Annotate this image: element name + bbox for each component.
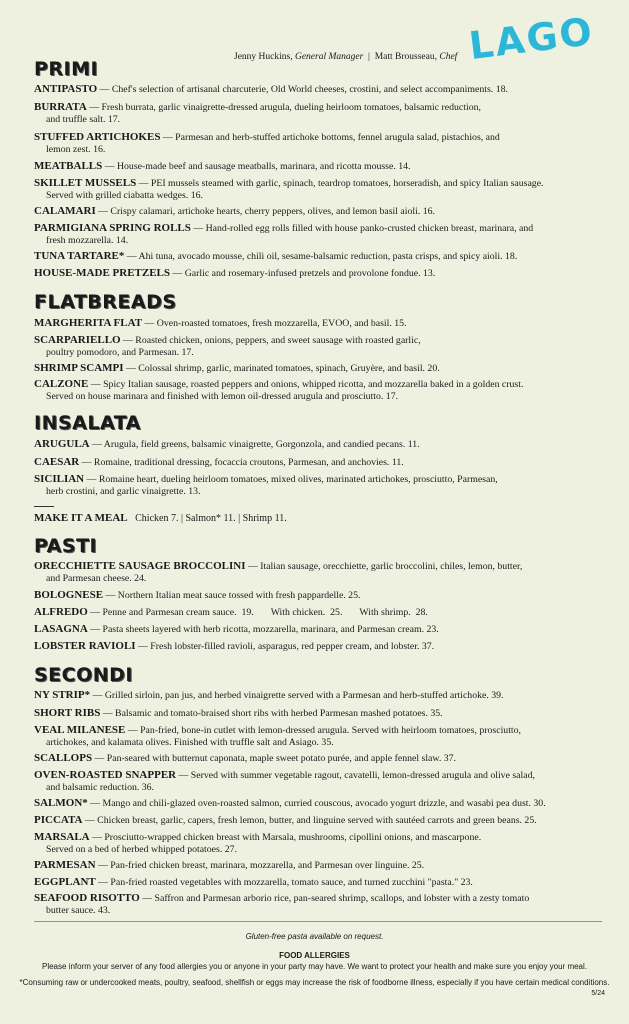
item-name: TUNA TARTARE*: [34, 250, 125, 262]
item-description-continued: Served on house marinara and finished with lemon oil-dressed arugula and prosciutto. 17.: [46, 390, 399, 402]
section-heading-primi: PRIMI: [34, 58, 99, 80]
menu-item: [34, 474, 590, 497]
staff-name-2: Matt Brousseau,: [374, 52, 437, 62]
menu-item: [34, 379, 590, 402]
item-name: MEATBALLS: [34, 160, 103, 172]
item-description: — Fresh lobster-filled ravioli, asparagus, red pepper cream, and lobster. 37.: [135, 641, 435, 652]
section-heading-secondi: SECONDI: [34, 664, 134, 686]
item-description: — Spicy Italian sausage, roasted peppers and onions, whipped ricotta, and mozzarella baked in a golden crust.: [88, 379, 524, 390]
item-name: PICCATA: [34, 814, 83, 826]
restaurant-logo: LAGO: [466, 9, 597, 69]
item-name: STUFFED ARTICHOKES: [34, 131, 161, 143]
menu-item: [34, 132, 590, 155]
item-name: HOUSE-MADE PRETZELS: [34, 267, 170, 279]
meal-title: MAKE IT A MEAL: [34, 512, 128, 524]
item-name: ANTIPASTO: [34, 83, 98, 95]
item-description: — PEI mussels steamed with garlic, spinach, teardrop tomatoes, horseradish, and spicy Italian sausage.: [136, 178, 544, 189]
menu-item: [34, 268, 590, 280]
item-name: PARMIGIANA SPRING ROLLS: [34, 222, 191, 234]
item-name: SICILIAN: [34, 473, 85, 485]
menu-item: [34, 206, 590, 218]
item-name: SALMON*: [34, 797, 88, 809]
section-heading-pasti: PASTI: [34, 535, 98, 557]
menu-item: [34, 223, 590, 246]
menu-item: [34, 641, 590, 653]
item-name: CAESAR: [34, 456, 80, 468]
item-name: ORECCHIETTE SAUSAGE BROCCOLINI: [34, 560, 246, 572]
menu-item: [34, 439, 590, 451]
item-description-continued: and balsamic reduction. 36.: [46, 781, 155, 793]
menu-item: [34, 590, 590, 602]
item-name: SEAFOOD RISOTTO: [34, 892, 140, 904]
item-description-continued: Served on a bed of herbed whipped potatoes. 27.: [46, 843, 237, 855]
item-name: CALZONE: [34, 378, 89, 390]
staff-credits: [234, 52, 457, 62]
menu-item: [34, 798, 590, 810]
menu-item: [34, 318, 590, 330]
item-name: ARUGULA: [34, 438, 90, 450]
item-name: SHRIMP SCAMPI: [34, 362, 124, 374]
item-description: — Prosciutto-wrapped chicken breast with Marsala, mushrooms, cipollini onions, and mascarpone.: [89, 832, 482, 843]
menu-item: [34, 708, 590, 720]
item-description-continued: herb crostini, and garlic vinaigrette. 13.: [46, 485, 201, 497]
item-description: — Grilled sirloin, pan jus, and herbed vinaigrette served with a Parmesan and herb-stuffed artichoke. 39.: [90, 690, 504, 701]
item-description: — Served with summer vegetable ragout, cavatelli, lemon-dressed arugula and olive salad,: [176, 770, 535, 781]
item-description: — Pan-fried, bone-in cutlet with lemon-dressed arugula. Served with heirloom tomatoes, prosciutto,: [125, 725, 521, 736]
menu-item: [34, 624, 590, 636]
item-name: SHORT RIBS: [34, 707, 101, 719]
item-description: — Pan-fried roasted vegetables with mozzarella, tomato sauce, and turned zucchini "pasta." 23.: [95, 877, 473, 888]
staff-name-1: Jenny Huckins,: [234, 52, 293, 62]
item-description: — Balsamic and tomato-braised short ribs with herbed Parmesan mashed potatoes. 35.: [100, 708, 443, 719]
item-description-continued: butter sauce. 43.: [46, 904, 111, 916]
menu-item: [34, 251, 590, 263]
item-description: — Northern Italian meat sauce tossed with fresh pappardelle. 25.: [103, 590, 361, 601]
food-allergies-title: FOOD ALLERGIES: [279, 951, 350, 960]
item-name: BOLOGNESE: [34, 589, 104, 601]
menu-item: [34, 84, 590, 96]
section-heading-flatbreads: FLATBREADS: [34, 291, 177, 313]
item-description: — Fresh burrata, garlic vinaigrette-dressed arugula, dueling heirloom tomatoes, balsamic reduction,: [86, 102, 481, 113]
item-description: — Arugula, field greens, balsamic vinaigrette, Gorgonzola, and candied pecans. 11.: [89, 439, 420, 450]
item-name: MARGHERITA FLAT: [34, 317, 143, 329]
menu-item: [34, 860, 590, 872]
item-description: — Pan-fried chicken breast, marinara, mozzarella, and Parmesan over linguine. 25.: [95, 860, 425, 871]
item-description-continued: poultry pomodoro, and Parmesan. 17.: [46, 346, 194, 358]
menu-item: [34, 893, 590, 916]
item-description-continued: fresh mozzarella. 14.: [46, 234, 129, 246]
item-description: — Chef's selection of artisanal charcuterie, Old World cheeses, crostini, and select accompaniments. 18.: [97, 84, 508, 95]
item-description-continued: lemon zest. 16.: [46, 143, 106, 155]
item-description-continued: artichokes, and kalamata olives. Finished with truffle salt and Asiago. 35.: [46, 736, 334, 748]
item-name: VEAL MILANESE: [34, 724, 126, 736]
item-description: — Romaine, traditional dressing, focaccia croutons, Parmesan, and anchovies. 11.: [79, 457, 404, 468]
menu-item: [34, 725, 590, 748]
meal-divider: [34, 506, 54, 507]
menu-item: [34, 363, 590, 375]
item-description: — Chicken breast, garlic, capers, fresh lemon, butter, and linguine served with sautéed carrots and green beans. 25.: [82, 815, 537, 826]
raw-food-notice: *Consuming raw or undercooked meats, poultry, seafood, shellfish or eggs may increase the risk of foodborne illness, especially if you have certain medical conditions.: [19, 978, 610, 987]
item-description: — Ahi tuna, avocado mousse, chili oil, sesame-balsamic reduction, pasta crisps, and spicy aioli. 18.: [124, 251, 518, 262]
menu-item: [34, 335, 590, 358]
item-name: EGGPLANT: [34, 876, 96, 888]
item-name: MARSALA: [34, 831, 90, 843]
staff-separator: |: [368, 52, 370, 62]
item-description: — Roasted chicken, onions, peppers, and sweet sausage with roasted garlic,: [120, 335, 421, 346]
item-description: — Garlic and rosemary-infused pretzels and provolone fondue. 13.: [170, 268, 436, 279]
item-description: — Saffron and Parmesan arborio rice, pan-seared shrimp, scallops, and lobster with a zesty tomato: [139, 893, 530, 904]
item-description: — Romaine heart, dueling heirloom tomatoes, mixed olives, marinated artichokes, prosciutto, Parmesan,: [84, 474, 498, 485]
item-name: ALFREDO: [34, 606, 88, 618]
menu-item: [34, 607, 590, 619]
footer-divider: [34, 921, 602, 922]
item-description: — Crispy calamari, artichoke hearts, cherry peppers, olives, and lemon basil aioli. 16.: [95, 206, 435, 217]
item-name: NY STRIP*: [34, 689, 91, 701]
item-name: BURRATA: [34, 101, 87, 113]
item-description: — Colossal shrimp, garlic, marinated tomatoes, spinach, Gruyère, and basil. 20.: [123, 363, 440, 374]
item-description-continued: and Parmesan cheese. 24.: [46, 572, 147, 584]
item-name: LASAGNA: [34, 623, 88, 635]
menu-item: [34, 770, 590, 793]
staff-role-2: Chef: [439, 52, 458, 62]
item-description: — Penne and Parmesan cream sauce. 19. With chicken. 25. With shrimp. 28.: [87, 607, 428, 618]
menu-item: [34, 877, 590, 889]
item-description-continued: and truffle salt. 17.: [46, 113, 121, 125]
item-description: — Mango and chili-glazed oven-roasted salmon, curried couscous, avocado yogurt drizzle, and wasabi pea dust. 30.: [87, 798, 546, 809]
section-heading-insalata: INSALATA: [34, 412, 141, 434]
staff-role-1: General Manager: [294, 52, 364, 62]
item-description: — Pasta sheets layered with herb ricotta, mozzarella, marinara, and Parmesan cream. 23.: [87, 624, 439, 635]
item-description-continued: Served with grilled ciabatta wedges. 16.: [46, 189, 203, 201]
item-description: — Pan-seared with butternut caponata, maple sweet potato purée, and apple fennel slaw. 37.: [92, 753, 456, 764]
meal-options: Chicken 7. | Salmon* 11. | Shrimp 11.: [135, 513, 287, 524]
date-code: 5/24: [591, 990, 605, 997]
menu-item: [34, 161, 590, 173]
item-description: — Hand-rolled egg rolls filled with house panko-crusted chicken breast, marinara, and: [190, 223, 534, 234]
menu-item: [34, 102, 590, 125]
menu-item: [34, 815, 590, 827]
item-name: OVEN-ROASTED SNAPPER: [34, 769, 177, 781]
item-description: — House-made beef and sausage meatballs, marinara, and ricotta mousse. 14.: [102, 161, 411, 172]
item-name: SCARPARIELLO: [34, 334, 121, 346]
item-name: CALAMARI: [34, 205, 96, 217]
item-name: LOBSTER RAVIOLI: [34, 640, 136, 652]
item-description: — Oven-roasted tomatoes, fresh mozzarella, EVOO, and basil. 15.: [142, 318, 407, 329]
menu-item: [34, 690, 590, 702]
item-description: — Italian sausage, orecchiette, garlic broccolini, chiles, lemon, butter,: [245, 561, 523, 572]
item-description: — Parmesan and herb-stuffed artichoke bottoms, fennel arugula salad, pistachios, and: [160, 132, 500, 143]
food-allergies-text: Please inform your server of any food allergies you or anyone in your party may have. We want to protect your health and make sure you enjoy your meal.: [41, 962, 588, 971]
item-name: PARMESAN: [34, 859, 96, 871]
menu-item: [34, 561, 590, 584]
menu-item: [34, 178, 590, 201]
make-it-a-meal: [34, 512, 287, 524]
menu-item: [34, 457, 590, 469]
gluten-free-note: Gluten-free pasta available on request.: [245, 932, 384, 941]
menu-item: [34, 832, 590, 855]
menu-item: [34, 753, 590, 765]
item-name: SCALLOPS: [34, 752, 93, 764]
item-name: SKILLET MUSSELS: [34, 177, 137, 189]
